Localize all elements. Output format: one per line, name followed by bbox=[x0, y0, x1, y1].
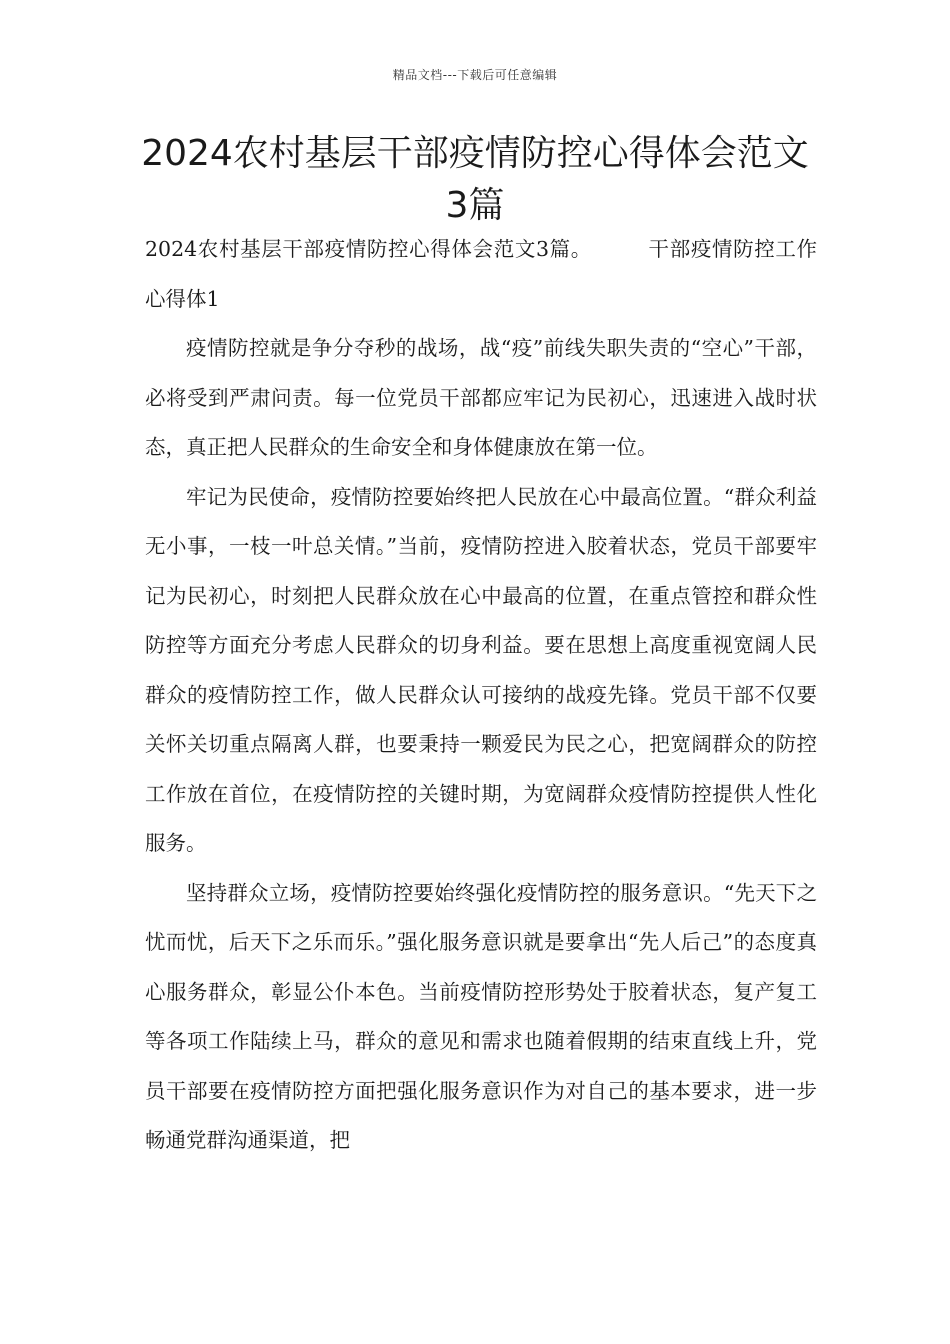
paragraph-3: 坚持群众立场，疫情防控要始终强化疫情防控的服务意识。“先天下之忧而忧，后天下之乐而乐。”强化服务意识就是要拿出“先人后己”的态度真心服务群众，彰显公仆本色。当前疫情防控形势处于胶着状态，复产复工等各项工作陆续上马，群众的意见和需求也随着假期的结束直线上升，党员干部要在疫情防控方面把强化服务意识作为对自己的基本要求，进一步畅通党群沟通渠道，把 bbox=[145, 880, 817, 1152]
intro-summary: 2024农村基层干部疫情防控心得体会范文3篇。 bbox=[145, 237, 592, 261]
intro-line bbox=[145, 225, 817, 324]
paragraph-1: 疫情防控就是争分夺秒的战场，战“疫”前线失职失责的“空心”干部，必将受到严肃问责。每一位党员干部都应牢记为民初心，迅速进入战时状态，真正把人民群众的生命安全和身体健康放在第一位。 bbox=[145, 336, 817, 459]
document-title: 2024农村基层干部疫情防控心得体会范文3篇 bbox=[141, 133, 809, 226]
document-body bbox=[145, 225, 817, 1166]
intro-subtitle: 干部疫情防控工作心得体1 bbox=[145, 237, 818, 311]
paragraph-2: 牢记为民使命，疫情防控要始终把人民放在心中最高位置。“群众利益无小事，一枝一叶总关情。”当前，疫情防控进入胶着状态，党员干部要牢记为民初心，时刻把人民群众放在心中最高的位置，在重点管控和群众性防控等方面充分考虑人民群众的切身利益。要在思想上高度重视宽阔人民群众的疫情防控工作，做人民群众认可接纳的战疫先锋。党员干部不仅要关怀关切重点隔离人群，也要秉持一颗爱民为民之心，把宽阔群众的防控工作放在首位，在疫情防控的关键时期，为宽阔群众疫情防控提供人性化服务。 bbox=[145, 484, 817, 855]
page-header: 精品文档---下载后可任意编辑 bbox=[392, 68, 558, 82]
